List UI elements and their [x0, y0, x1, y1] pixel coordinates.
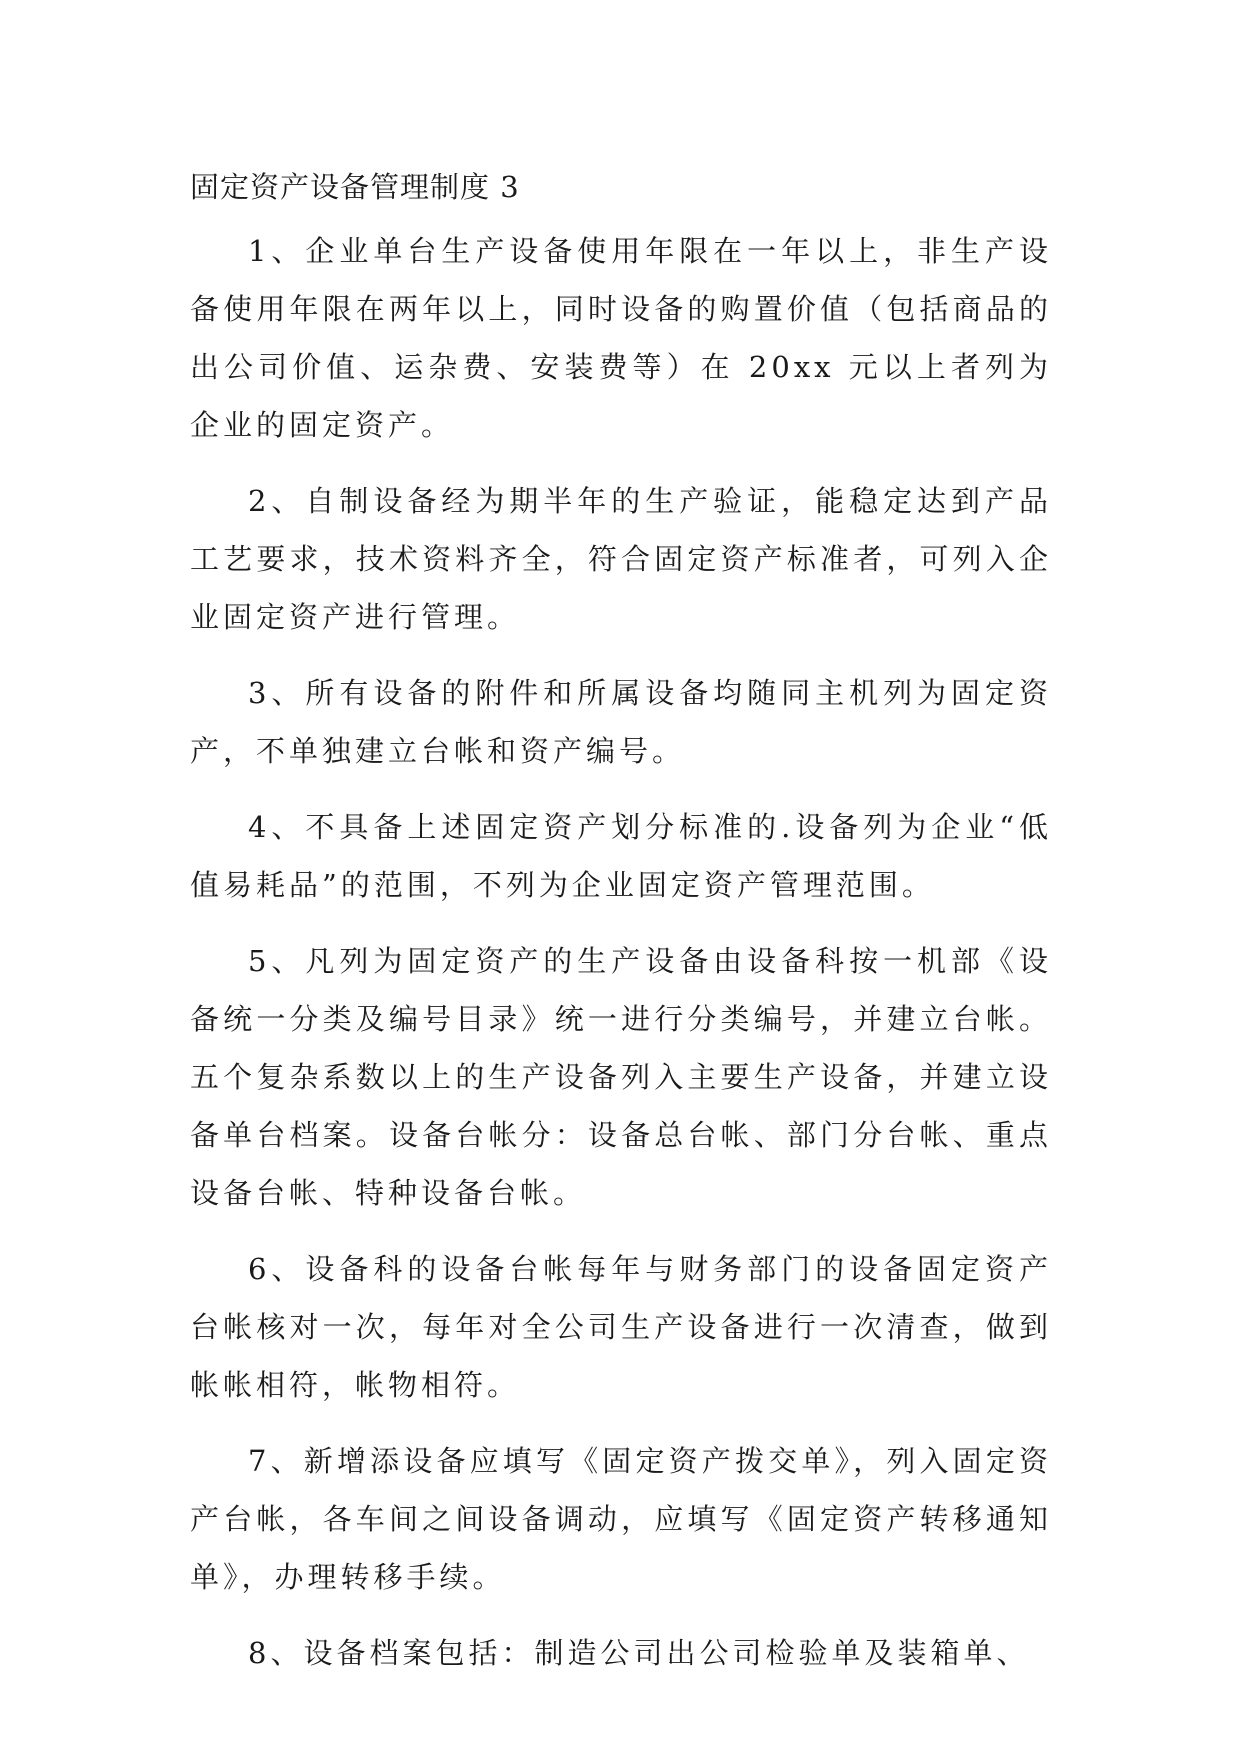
paragraph-3: 3、所有设备的附件和所属设备均随同主机列为固定资产，不单独建立台帐和资产编号。: [190, 676, 1052, 768]
paragraph-5: 5、凡列为固定资产的生产设备由设备科按一机部《设备统一分类及编号目录》统一进行分类编号，并建立台帐。五个复杂系数以上的生产设备列入主要生产设备，并建立设备单台档案。设备台帐分：设备总台帐、部门分台帐、重点设备台帐、特种设备台帐。: [190, 944, 1052, 1210]
paragraph-1: 1、企业单台生产设备使用年限在一年以上，非生产设备使用年限在两年以上，同时设备的购置价值（包括商品的出公司价值、运杂费、安装费等）在 20xx 元以上者列为企业的固定资产。: [190, 234, 1052, 442]
paragraph-8: 8、设备档案包括：制造公司出公司检验单及装箱单、: [248, 1636, 1030, 1670]
paragraph-6: 6、设备科的设备台帐每年与财务部门的设备固定资产台帐核对一次，每年对全公司生产设备进行一次清查，做到帐帐相符，帐物相符。: [190, 1252, 1052, 1402]
document-page: [190, 165, 1052, 1700]
paragraph-2: 2、自制设备经为期半年的生产验证，能稳定达到产品工艺要求，技术资料齐全，符合固定资产标准者，可列入企业固定资产进行管理。: [190, 484, 1052, 634]
paragraph-4: 4、不具备上述固定资产划分标准的.设备列为企业“低值易耗品”的范围，不列为企业固定资产管理范围。: [190, 810, 1052, 902]
document-title: 固定资产设备管理制度 3: [190, 170, 520, 204]
paragraph-7: 7、新增添设备应填写《固定资产拨交单》，列入固定资产台帐，各车间之间设备调动，应填写《固定资产转移通知单》，办理转移手续。: [190, 1444, 1052, 1594]
